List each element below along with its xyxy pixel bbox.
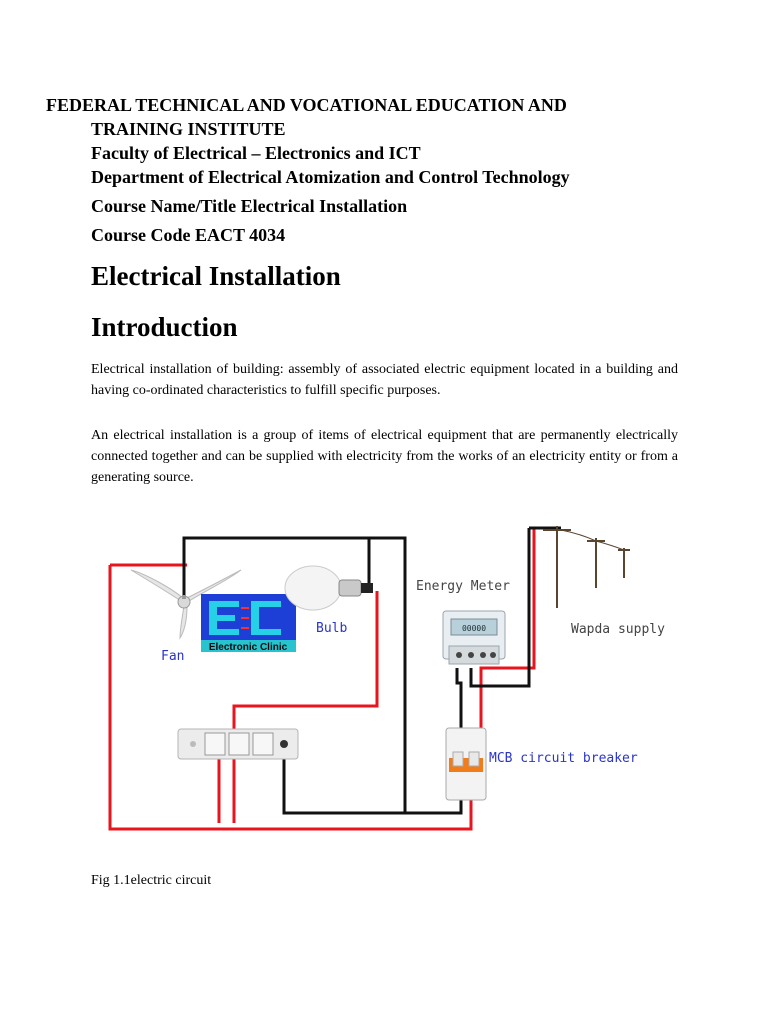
course-name-line: Course Name/Title Electrical Installation xyxy=(91,196,408,216)
bulb-label: Bulb xyxy=(316,621,348,636)
energy-meter-icon xyxy=(443,611,505,664)
faculty-line: Faculty of Electrical – Electronics and ICT xyxy=(91,143,421,163)
paragraph-installation: An electrical installation is a group of items of electrical equipment that are permanently electrically connected together and can be supplied with electricity from the works of an electricity entity or from a generating source. xyxy=(91,428,678,485)
svg-text:00000: 00000 xyxy=(461,624,487,633)
figure-caption: Fig 1.1electric circuit xyxy=(91,873,212,888)
switch-board-icon xyxy=(178,729,298,759)
mcb-label: MCB circuit breaker xyxy=(489,751,638,766)
bulb-icon xyxy=(285,566,373,610)
section-heading-introduction: Introduction xyxy=(91,312,238,342)
wapda-supply-label: Wapda supply xyxy=(571,622,665,637)
document-title: Electrical Installation xyxy=(91,261,341,291)
logo-text: Electronic Clinic xyxy=(208,642,288,653)
institute-title-line1: FEDERAL TECHNICAL AND VOCATIONAL EDUCATION AND xyxy=(46,95,567,115)
mcb-breaker-icon xyxy=(446,728,486,800)
department-line: Department of Electrical Atomization and Control Technology xyxy=(91,167,570,187)
fan-label: Fan xyxy=(161,649,185,664)
course-code-line: Course Code EACT 4034 xyxy=(91,225,286,245)
electric-circuit-figure xyxy=(91,508,678,848)
institute-title-line2: TRAINING INSTITUTE xyxy=(91,119,286,139)
energy-meter-label: Energy Meter xyxy=(416,579,510,594)
paragraph-definition: Electrical installation of building: assembly of associated electric equipment located in a building and having co-ordinated characteristics to fulfill specific purposes. xyxy=(91,362,678,398)
utility-pole-icon xyxy=(543,526,630,608)
